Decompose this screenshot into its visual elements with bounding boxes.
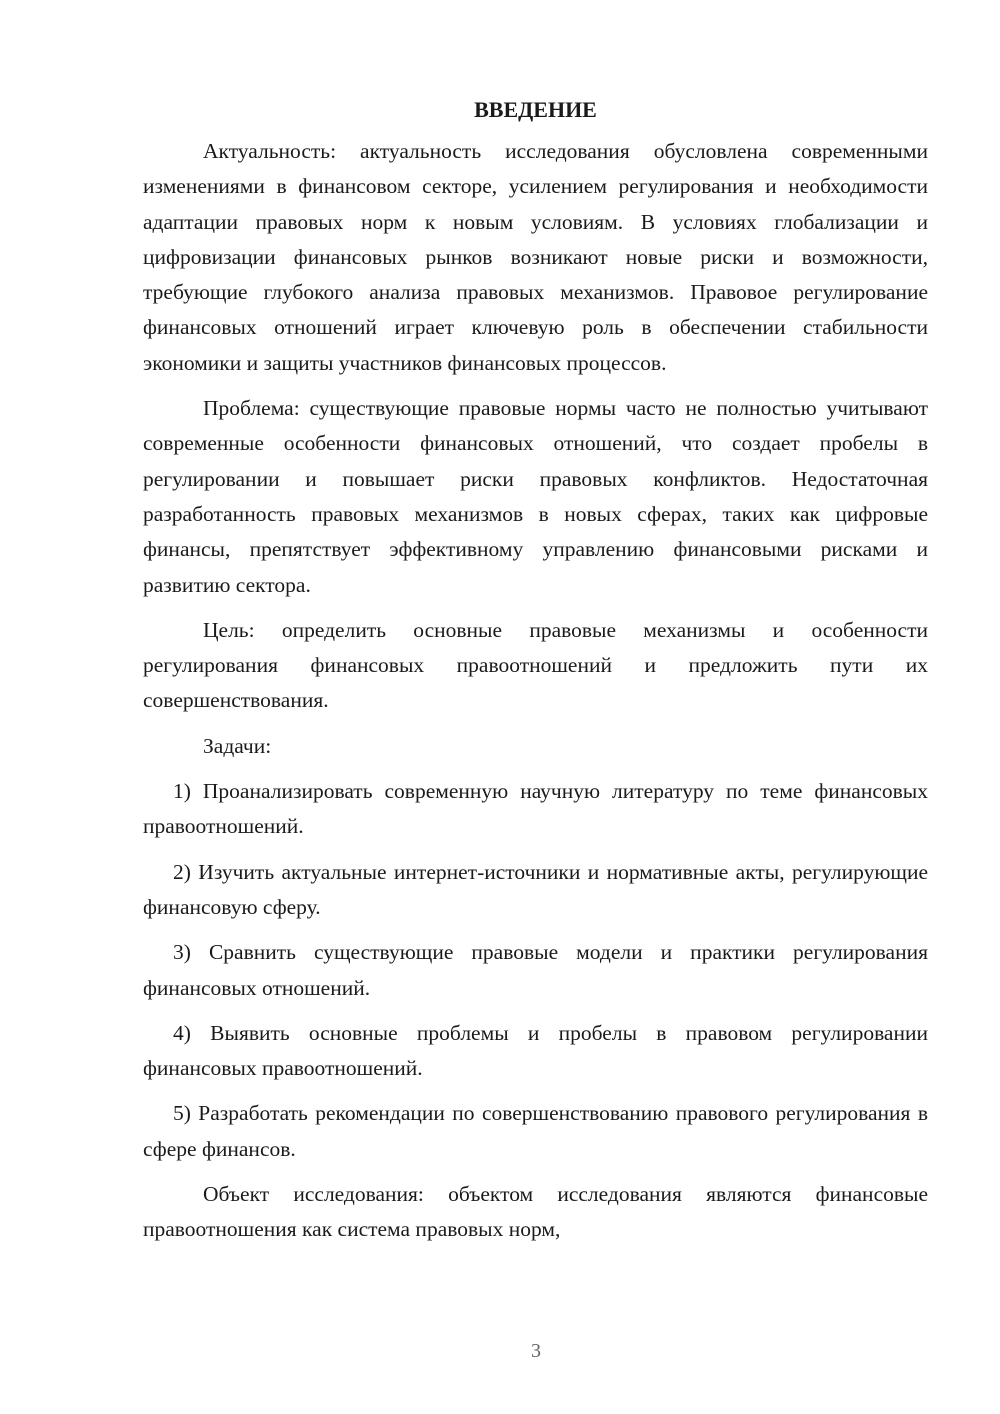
paragraph-goal: Цель: определить основные правовые механизмы и особенности регулирования финансовых правоотношений и предложить пути их совершенствования. bbox=[143, 617, 928, 713]
task-item-2: 2) Изучить актуальные интернет-источники и нормативные акты, регулирующие финансовую сферу. bbox=[143, 859, 928, 919]
paragraph-relevance: Актуальность: актуальность исследования обусловлена современными изменениями в финансовом секторе, усилением регулирования и необходимости адаптации правовых норм к новым условиям. В условиях глобализации и цифровизации финансовых рынков возникают новые риски и возможности, требующие глубокого анализа правовых механизмов. Правовое регулирование финансовых отношений играет ключевую роль в обеспечении стабильности экономики и защиты участников финансовых процессов. bbox=[143, 139, 928, 375]
task-item-1: 1) Проанализировать современную научную литературу по теме финансовых правоотношений. bbox=[143, 779, 928, 839]
task-item-3: 3) Сравнить существующие правовые модели и практики регулирования финансовых отношений. bbox=[143, 940, 928, 1000]
page-number: 3 bbox=[531, 1340, 541, 1362]
tasks-heading: Задачи: bbox=[203, 733, 272, 758]
paragraph-object: Объект исследования: объектом исследования являются финансовые правоотношения как система правовых норм, bbox=[143, 1182, 928, 1242]
page-title: ВВЕДЕНИЕ bbox=[474, 97, 597, 122]
task-item-4: 4) Выявить основные проблемы и пробелы в правовом регулировании финансовых правоотношений. bbox=[143, 1020, 928, 1081]
task-item-5: 5) Разработать рекомендации по совершенствованию правового регулирования в сфере финансов. bbox=[143, 1101, 928, 1161]
page-content bbox=[143, 92, 928, 1258]
paragraph-problem: Проблема: существующие правовые нормы часто не полностью учитывают современные особенности финансовых отношений, что создает пробелы в регулировании и повышает риски правовых конфликтов. Недостаточная разработанность правовых механизмов в новых сферах, таких как цифровые финансы, препятствует эффективному управлению финансовыми рисками и развитию сектора. bbox=[143, 396, 928, 597]
